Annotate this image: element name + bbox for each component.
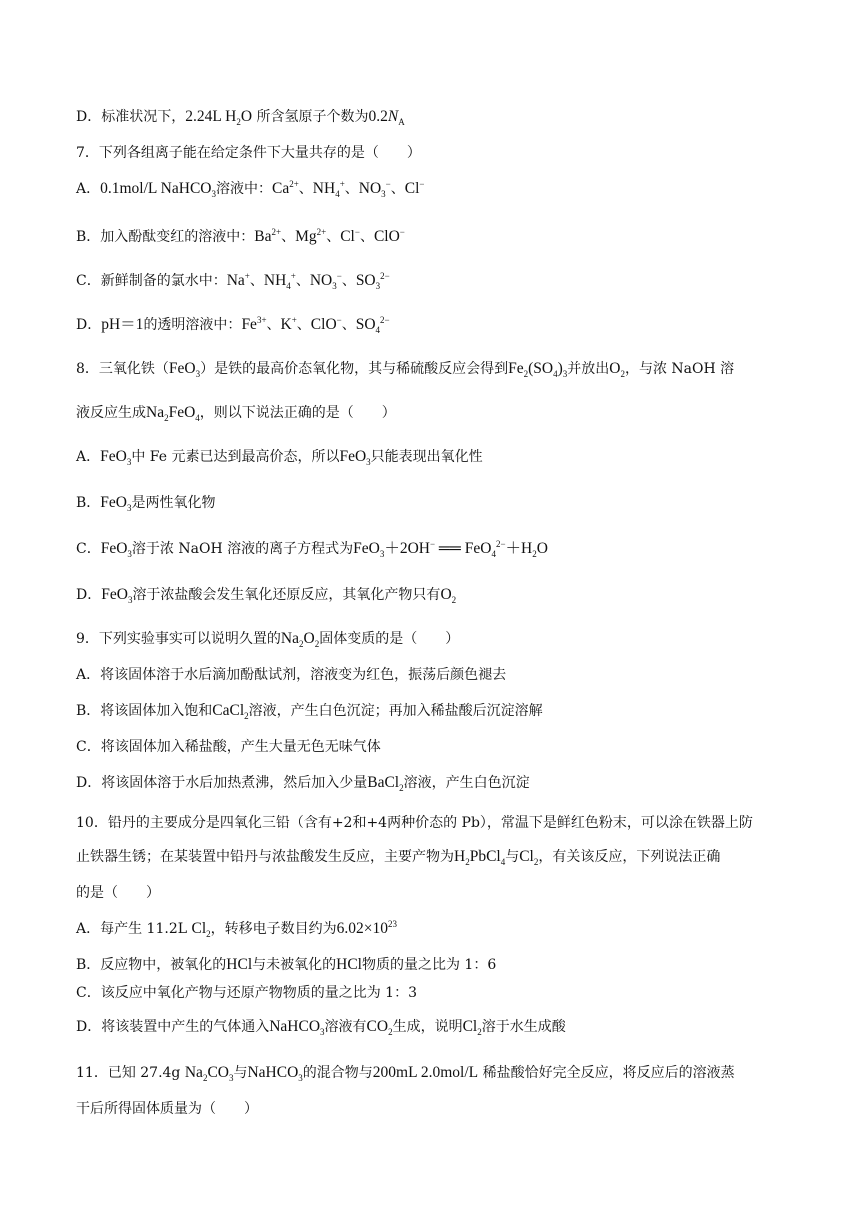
q10-option-d: D．将该装置中产生的气体通入NaHCO$_3$溶液有$CO_2$生成，说明$Cl_2$溶于水生成酸 <box>76 1018 566 1037</box>
q10-option-b: B．反应物中，被氧化的HCl与未被氧化的HCl物质的量之比为 1：6 <box>76 956 497 973</box>
q11-stem-line1: 11．已知 27.4g $Na_2CO_3$与NaHCO$_3$的混合物与200mL 2.0mol/L 稀盐酸恰好完全反应，将反应后的溶液蒸 <box>76 1064 735 1083</box>
q10-stem-line1: 10．铅丹的主要成分是四氧化三铅（含有+2和+4两种价态的 Pb），常温下是鲜红色粉末，可以涂在铁器上防 <box>76 815 753 831</box>
q8-option-a: A．FeO$_3$中 Fe 元素已达到最高价态，所以FeO$_3$只能表现出氧化性 <box>76 448 483 467</box>
q7-option-c: C．新鲜制备的氯水中：Na+、$NH_4^+$、$NO_3^-$、$SO_3^{2-}$ <box>76 271 390 291</box>
q9-option-d: D．将该固体溶于水后加热煮沸，然后加入少量BaCl$_2$溶液，产生白色沉淀 <box>76 774 530 793</box>
q8-stem-line1: 8．三氧化铁（FeO$_3$）是铁的最高价态氧化物，其与稀硫酸反应会得到$Fe_2(SO_4)_3$并放出$O_2$，与浓 NaOH 溶 <box>76 360 735 379</box>
q7-option-a: A．0.1mol/L NaHCO$_3$溶液中：$Ca^{2+}$、$NH_4^+$、$NO_3^-$、Cl− <box>76 179 425 199</box>
q10-option-c: C．该反应中氧化产物与还原产物物质的量之比为 1：3 <box>76 985 417 1001</box>
q9-option-a: A．将该固体溶于水后滴加酚酞试剂，溶液变为红色，振荡后颜色褪去 <box>76 667 507 683</box>
q7-option-d: D．pH＝1的透明溶液中：$Fe^{3+}$、K+、ClO−、$SO_4^{2-}$ <box>76 315 390 335</box>
q10-option-a: A．每产生 11.2L $Cl_2$，转移电子数目约为$6.02\times 10^{23}$ <box>76 919 398 939</box>
q10-stem-line3: 的是（ ） <box>76 885 160 901</box>
q7-option-b: B．加入酚酞变红的溶液中：$Ba^{2+}$、$Mg^{2+}$、Cl−、ClO− <box>76 227 405 245</box>
q6-option-d: D．标准状况下，2.24L $H_2O$ 所含氢原子个数为$0.2N_A$ <box>76 108 405 127</box>
q8-option-b: B．FeO$_3$是两性氧化物 <box>76 494 216 513</box>
q8-option-d: D．FeO$_3$溶于浓盐酸会发生氧化还原反应，其氧化产物只有$O_2$ <box>76 586 457 605</box>
q9-option-c: C．将该固体加入稀盐酸，产生大量无色无味气体 <box>76 739 381 755</box>
q10-stem-line2: 止铁器生锈；在某装置中铅丹与浓盐酸发生反应，主要产物为$H_2PbCl_4$与$Cl_2$，有关该反应，下列说法正确 <box>76 848 721 867</box>
q8-stem-line2: 液反应生成$Na_2FeO_4$，则以下说法正确的是（ ） <box>76 404 396 423</box>
q9-option-b: B．将该固体加入饱和CaCl$_2$溶液，产生白色沉淀；再加入稀盐酸后沉淀溶解 <box>76 702 543 721</box>
q7-stem: 7．下列各组离子能在给定条件下大量共存的是（ ） <box>76 145 421 161</box>
q8-option-c: C．FeO$_3$溶于浓 NaOH 溶液的离子方程式为FeO$_3$＋2OH− ══ $FeO_4^{2-}+H_2O$ <box>76 539 548 559</box>
q9-stem: 9．下列实验事实可以说明久置的$Na_2O_2$固体变质的是（ ） <box>76 630 460 649</box>
q11-stem-line2: 干后所得固体质量为（ ） <box>76 1101 258 1117</box>
